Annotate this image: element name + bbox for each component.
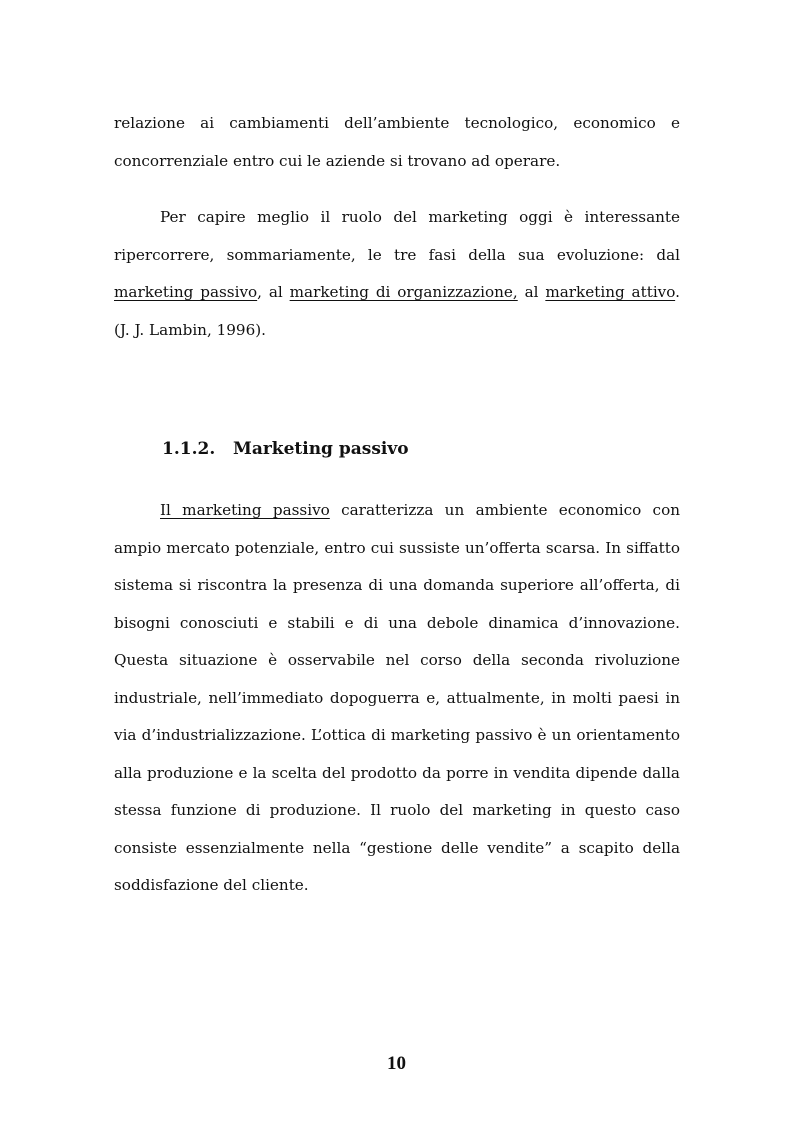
section-number: 1.1.2. <box>162 439 216 459</box>
paragraph-text: relazione ai cambiamenti dell’ambiente tecnologico, economico e concorrenziale entro cui le aziende si trovano ad operare. <box>114 114 680 170</box>
underlined-term-marketing-attivo: marketing attivo <box>545 283 676 301</box>
paragraph-marketing-passivo <box>114 492 680 905</box>
section-heading <box>162 437 409 461</box>
citation-text: . (J. J. Lambin, 1996). <box>114 283 680 339</box>
separator-text: , al <box>257 283 290 301</box>
underlined-term-il-marketing-passivo: Il marketing passivo <box>160 501 330 519</box>
page-number: 10 <box>387 1053 406 1074</box>
paragraph-body-text: caratterizza un ambiente economico con ampio mercato potenziale, entro cui sussiste un’offerta scarsa. In siffatto sistema si riscontra la presenza di una domanda superiore all’offerta, di bisogni conosciuti e stabili e di una debole dinamica d’innovazione. Questa situazione è osservabile nel corso della seconda rivoluzione industriale, nell’immediato dopoguerra e, attualmente, in molti paesi in via d’industrializzazione. L’ottica di marketing passivo è un orientamento alla produzione e la scelta del prodotto da porre in vendita dipende dalla stessa funzione di produzione. Il ruolo del marketing in questo caso consiste essenzialmente nella “gestione delle vendite” a scapito della soddisfazione del cliente. <box>114 501 680 894</box>
section-title: Marketing passivo <box>233 439 409 459</box>
underlined-term-marketing-organizzazione: marketing di organizzazione, <box>289 283 518 301</box>
paragraph-evolution-phases <box>114 199 680 349</box>
separator-text: al <box>517 283 546 301</box>
paragraph-continuation <box>114 105 680 180</box>
paragraph-intro-text: Per capire meglio il ruolo del marketing oggi è interessante ripercorrere, sommariamente, le tre fasi della sua evoluzione: dal <box>114 208 680 264</box>
underlined-term-marketing-passivo: marketing passivo <box>114 283 258 301</box>
